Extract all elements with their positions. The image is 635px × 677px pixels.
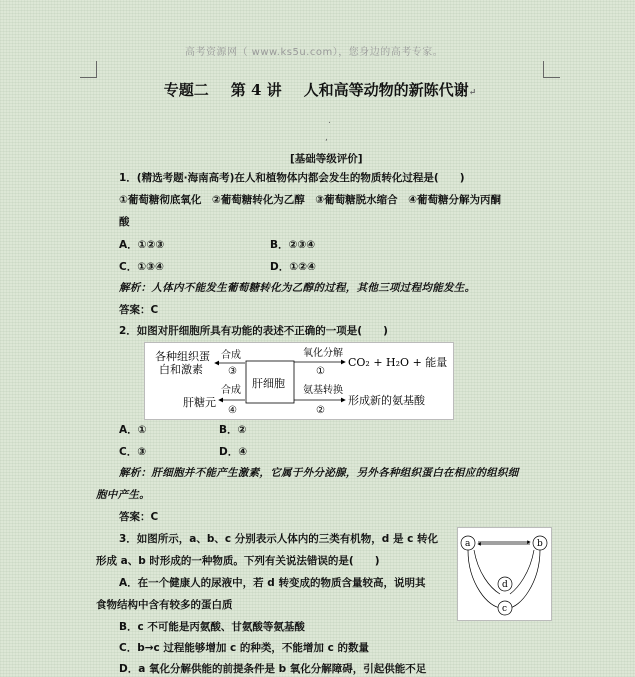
figure-curve-b-c: [508, 550, 540, 608]
q3-stem-line2: 形成 a、b 时形成的一种物质。下列有关说法错误的是( ): [96, 555, 380, 567]
q3-option-d: D．a 氧化分解供能的前提条件是 b 氧化分解障碍，引起供能不足: [119, 663, 427, 675]
q2-option-c: C．③: [119, 446, 147, 458]
q1-option-d: D．①②④: [270, 261, 316, 273]
q3-option-b: B．c 不可能是丙氨酸、甘氨酸等氨基酸: [119, 621, 305, 633]
abcd-cycle-svg: [458, 528, 551, 620]
crop-mark-top-left: [80, 61, 97, 78]
q1-option-a: A．①②③: [119, 239, 165, 251]
diagram-oxid-label: 氧化分解: [303, 348, 343, 359]
diagram-amino-label: 氨基转换: [303, 385, 343, 396]
q3-stem-line1: 3．如图所示，a、b、c 分别表示人体内的三类有机物，d 是 c 转化: [119, 533, 438, 545]
q1-answer: 答案：C: [119, 304, 159, 316]
diagram-left-top-2: 白和激素: [159, 363, 203, 376]
liver-cell-diagram: [144, 342, 454, 420]
diagram-left-top-1: 各种组织蛋: [155, 350, 210, 363]
q2-analysis-line1: 解析：肝细胞并不能产生激素，它属于外分泌腺，另外各种组织蛋白在相应的组织细: [119, 467, 519, 479]
diagram-synth-label-bottom: 合成: [221, 385, 241, 396]
title-lecture: 第 4 讲: [230, 81, 282, 99]
diagram-num-2: ②: [316, 405, 325, 416]
diagram-num-3: ③: [228, 366, 237, 377]
q1-option-c: C．①③④: [119, 261, 164, 273]
paragraph-mark-dot: .: [328, 116, 331, 126]
q1-option-b: B．②③④: [270, 239, 316, 251]
diagram-num-1: ①: [316, 366, 325, 377]
figure-label-a: a: [465, 539, 471, 549]
figure-curve-a-d: [474, 550, 500, 594]
figure-label-d: d: [502, 580, 508, 590]
q1-stem: 1．(精选考题·海南高考)在人和植物体内都会发生的物质转化过程是( ): [119, 172, 465, 184]
q2-analysis-line2: 胞中产生。: [96, 489, 150, 501]
q3-option-c: C．b→c 过程能够增加 c 的种类，不能增加 c 的数量: [119, 642, 369, 654]
q2-option-a: A．①: [119, 424, 147, 436]
diagram-num-4: ④: [228, 405, 237, 416]
q1-items-line1: ①葡萄糖彻底氧化 ②葡萄糖转化为乙醇 ③葡萄糖脱水缩合 ④葡萄糖分解为丙酮: [119, 194, 502, 206]
q3-option-a-line1: A．在一个健康人的尿液中，若 d 转变成的物质含量较高，说明其: [119, 577, 426, 589]
paragraph-mark: ↵: [468, 88, 477, 98]
figure-curve-b-d: [510, 550, 534, 594]
diagram-new-amino: 形成新的氨基酸: [348, 394, 425, 407]
section-label: [基础等级评价]: [290, 153, 363, 165]
q3-option-a-line2: 食物结构中含有较多的蛋白质: [96, 599, 233, 611]
paragraph-mark-dot: ,: [325, 133, 328, 143]
diagram-center-label: 肝细胞: [252, 377, 285, 390]
figure-label-c: c: [502, 604, 508, 614]
title-topic: 专题二: [163, 81, 209, 99]
q2-answer: 答案：C: [119, 511, 159, 523]
title-name: 人和高等动物的新陈代谢: [303, 81, 469, 99]
crop-mark-top-right: [543, 61, 560, 78]
q1-analysis: 解析：人体内不能发生葡萄糖转化为乙醇的过程，其他三项过程均能发生。: [119, 282, 476, 294]
diagram-left-bottom: 肝糖元: [183, 396, 216, 409]
diagram-synth-label-top: 合成: [221, 350, 241, 361]
figure-label-b: b: [537, 539, 543, 549]
diagram-products: CO₂ + H₂O + 能量: [348, 356, 448, 369]
page-title: [130, 79, 510, 100]
abcd-cycle-figure: [457, 527, 552, 621]
q2-option-b: B．②: [219, 424, 247, 436]
q2-option-d: D．④: [219, 446, 248, 458]
header-watermark: 高考资源网（ www.ks5u.com），您身边的高考专家。: [185, 47, 444, 58]
q1-items-line2: 酸: [119, 216, 130, 228]
q2-stem: 2．如图对肝细胞所具有功能的表述不正确的一项是( ): [119, 325, 388, 337]
liver-cell-diagram-svg: [145, 343, 453, 419]
